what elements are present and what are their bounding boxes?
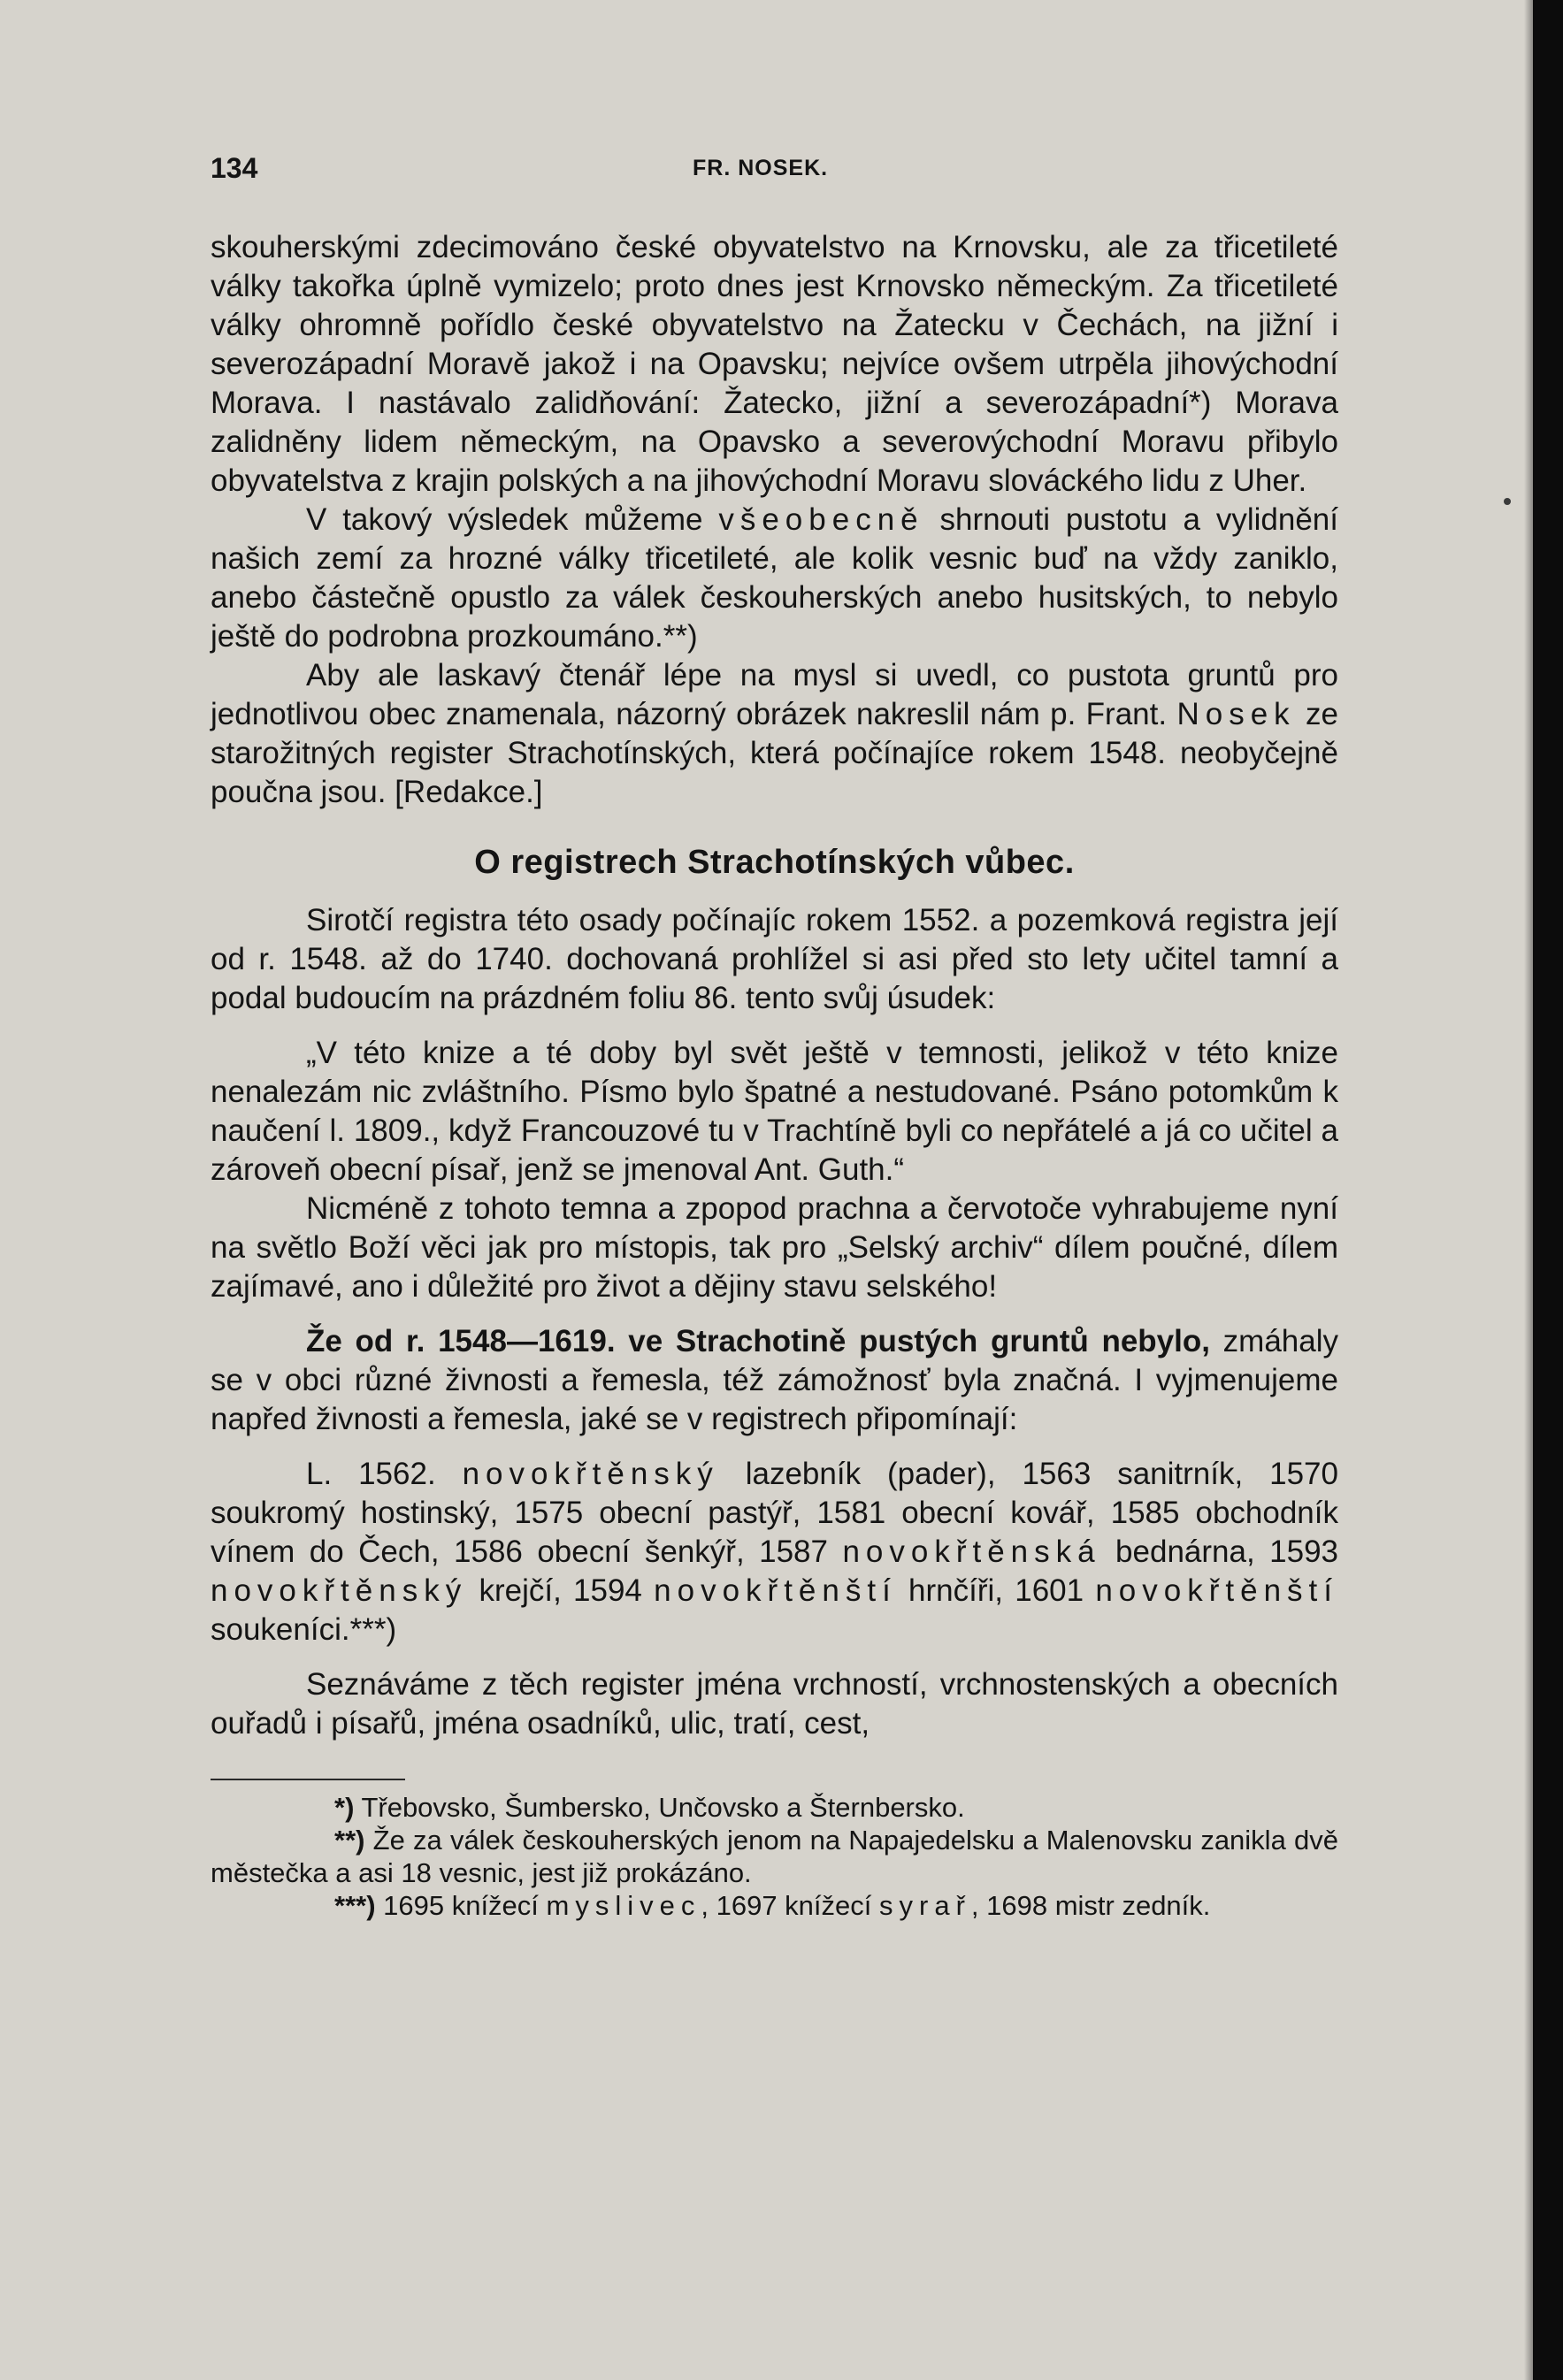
p8-emph-3: novokřtěnský	[211, 1573, 468, 1608]
paragraph-4: Sirotčí registra této osady počínajíc rokem 1552. a pozemková registra její od r. 1548. až do 1740. dochovaná prohlížel si asi před sto lety učitel tamní a podal budoucím na prázdném foliu 86. tento svůj úsudek:	[211, 903, 1338, 1015]
footnote-3	[211, 1889, 1338, 1922]
paragraph-2-a: V takový výsledek můžeme	[306, 502, 719, 537]
footnote-3-a: 1695 knížecí	[375, 1890, 547, 1921]
emphasis-nosek: Nosek	[1176, 697, 1296, 731]
paragraph-1: skouherskými zdecimováno české obyvatelstvo na Krnovsku, ale za třicetileté války takořka úplně vymizelo; proto dnes jest Krnovsko německým. Za třicetileté války ohromně pořídlo české obyvatelstvo na Žatecku v Čechách, na jižní i severozápadní Moravě jakož i na Opavsku; nejvíce ovšem utrpěla jihovýchodní Morava. I nastávalo zalidňování: Žatecko, jižní a severozápadní*) Morava zalidněny lidem německým, na Opavsko a severovýchodní Moravu přibylo obyvatelstva z krajin polských a na jihovýchodní Moravu slováckého lidu z Uher.	[211, 230, 1338, 498]
paragraph-2-b: shrnouti pustotu a vylidnění našich zemí za hrozné války třicetileté, ale kolik vesnic buď na vždy zaniklo, anebo částečně opustlo za válek českouherských anebo husitských, to nebylo ještě do podrobna prozkoumáno.**)	[211, 502, 1338, 654]
p8-emph-5: novokřtěnští	[1095, 1573, 1338, 1608]
footnote-divider	[211, 1779, 405, 1780]
paragraph-8-trades	[211, 1455, 1338, 1649]
footnote-1-text: Třebovsko, Šumbersko, Unčovsko a Šternbersko.	[354, 1792, 965, 1823]
footnote-1-marker: *)	[334, 1792, 355, 1823]
page-number: 134	[211, 152, 258, 184]
paragraph-6: Nicméně z tohoto temna a zpopod prachna a červotoče vyhrabujeme nyní na světlo Boží věci jak pro místopis, tak pro „Selský archiv“ dílem poučné, dílem zajímavé, ano i důležité pro život a dějiny stavu selského!	[211, 1191, 1338, 1304]
footnote-3-emph-2: syrař	[879, 1890, 971, 1921]
footnote-3-marker: ***)	[334, 1890, 376, 1921]
p8-g: krejčí, 1594	[467, 1573, 655, 1608]
running-head	[211, 152, 1343, 196]
footnote-2	[211, 1824, 1338, 1889]
footnote-2-text: Že za válek českouherských jenom na Napajedelsku a Malenovsku zanikla dvě městečka a asi 18 vesnic, jest již prokázáno.	[211, 1825, 1338, 1888]
paragraph-9: Seznáváme z těch register jména vrchností, vrchnostenských a obecních ouřadů i písařů, jména osadníků, ulic, tratí, cest,	[211, 1667, 1338, 1741]
footnote-1	[211, 1791, 1338, 1824]
p8-emph-2: novokřtěnská	[842, 1534, 1101, 1569]
body-text	[211, 228, 1338, 1922]
footnotes	[211, 1791, 1338, 1922]
paragraph-7-rest: zmáhaly se v obci různé živnosti a řemesla, též zámožnosť byla značná. I vyjmenujeme napřed živnosti a řemesla, jaké se v registrech připomínají:	[211, 1324, 1338, 1436]
section-heading: O registrech Strachotínských vůbec.	[474, 844, 1075, 881]
p8-i: hrnčíři, 1601	[896, 1573, 1096, 1608]
emphasis-vseobecne: všeobecně	[718, 502, 924, 537]
footnote-3-e: , 1698 mistr zedník.	[970, 1890, 1211, 1921]
paragraph-2	[211, 501, 1338, 656]
footnote-3-emph-1: myslivec	[546, 1890, 701, 1921]
p8-e: bednárna, 1593	[1100, 1534, 1339, 1569]
footnote-3-c: , 1697 knížecí	[701, 1890, 879, 1921]
p8-emph-4: novokřtěnští	[654, 1573, 897, 1608]
margin-speck	[1504, 498, 1511, 505]
paragraph-5-quote: „V této knize a té doby byl svět ještě v temnosti, jelikož v této knize nenalezám nic zvláštního. Písmo bylo špatné a nestudované. Psáno potomkům k naučení l. 1809., když Francouzové tu v Trachtíně byli co nepřátelé a já co učitel a zároveň obecní písař, jenž se jmenoval Ant. Guth.“	[211, 1036, 1338, 1187]
paragraph-7-bold: Že od r. 1548—1619. ve Strachotině pustých gruntů nebylo,	[306, 1324, 1210, 1358]
running-head-author: FR. NOSEK.	[693, 156, 829, 180]
paragraph-3-a: Aby ale laskavý čtenář lépe na mysl si uvedl, co pustota gruntů pro jednotlivou obec znamenala, názorný obrázek nakreslil nám p. Frant.	[211, 658, 1338, 731]
footnote-2-marker: **)	[334, 1825, 365, 1856]
p8-a: L. 1562.	[306, 1457, 463, 1491]
p8-emph-1: novokřtěnský	[462, 1457, 719, 1491]
p8-c: lazebník (pader), 1563 sanitrník, 1570 soukromý hostinský, 1575 obecní pastýř, 1581 obecní kovář, 1585 obchodník vínem do Čech, 1586 obecní šenkýř, 1587	[211, 1457, 1338, 1569]
p8-k: soukeníci.***)	[211, 1612, 397, 1647]
paragraph-3-b: ze starožitných register Strachotínských, která počínajíce rokem 1548. neobyčejně poučna jsou. [Redakce.]	[211, 697, 1338, 809]
paragraph-7	[211, 1322, 1338, 1439]
paragraph-3	[211, 656, 1338, 812]
